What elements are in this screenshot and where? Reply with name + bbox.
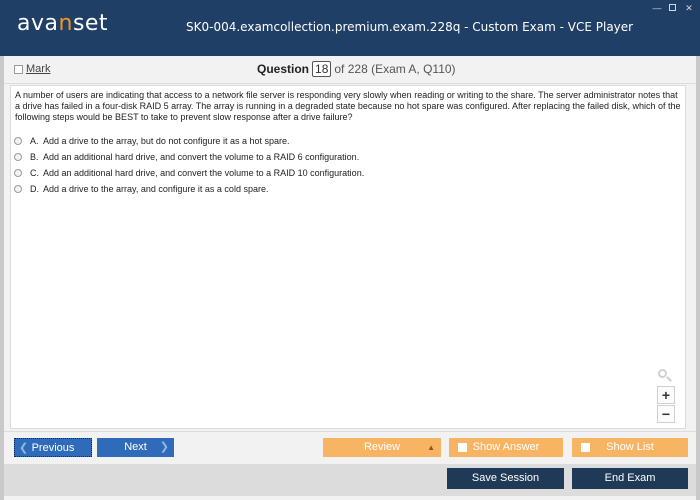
next-label: Next (124, 441, 147, 453)
radio-icon[interactable] (14, 185, 22, 193)
close-icon[interactable]: ✕ (685, 3, 693, 13)
answer-choice[interactable] (14, 168, 364, 178)
radio-icon[interactable] (14, 153, 22, 161)
mark-label[interactable]: Mark (26, 63, 51, 75)
zoom-in-button[interactable]: + (657, 386, 675, 404)
minimize-icon[interactable]: — (652, 3, 662, 13)
end-exam-button[interactable]: End Exam (572, 468, 688, 489)
choice-text[interactable]: Add an additional hard drive, and convert the volume to a RAID 6 configuration. (43, 152, 360, 162)
question-text: A number of users are indicating that access to a network file server is responding very slowly when reading or writing to the share. The server administrator notes that a drive has failed in a four-disk RAID 5 array. The array is running in a degraded state because no hot spare was configured. After replacing the failed disk, which of the following steps would be BEST to take to prevent slow response after a drive failure? (15, 90, 681, 122)
question-panel (10, 85, 686, 429)
previous-button[interactable] (14, 438, 92, 457)
question-number-input[interactable]: 18 (312, 61, 331, 77)
choice-text[interactable]: Add a drive to the array, but do not configure it as a hot spare. (43, 136, 290, 146)
previous-label: Previous (31, 442, 75, 454)
next-button[interactable] (97, 438, 174, 457)
checkbox-icon[interactable] (14, 65, 23, 74)
save-session-button[interactable]: Save Session (447, 468, 564, 489)
navigation-bar (4, 431, 696, 464)
radio-icon[interactable] (14, 137, 22, 145)
radio-icon[interactable] (14, 169, 22, 177)
choice-letter: D. (30, 184, 39, 194)
choice-text[interactable]: Add an additional hard drive, and convert the volume to a RAID 10 configuration. (43, 168, 365, 178)
question-total: of 228 (Exam A, Q110) (334, 62, 456, 76)
choice-text[interactable]: Add a drive to the array, and configure it as a cold spare. (43, 184, 269, 194)
show-list-button[interactable] (572, 438, 688, 457)
show-answer-button[interactable] (449, 438, 563, 457)
answer-choice[interactable] (14, 184, 268, 194)
question-header (4, 56, 696, 84)
mark-checkbox[interactable] (14, 63, 50, 75)
question-word: Question (257, 62, 310, 76)
choice-letter: C. (30, 168, 39, 178)
footer-bar (4, 464, 696, 496)
triangle-up-icon: ▲ (427, 443, 435, 452)
answer-choice[interactable] (14, 152, 359, 162)
review-label: Review (363, 441, 401, 453)
choice-letter: B. (30, 152, 39, 162)
window-title: SK0-004.examcollection.premium.exam.228q - Custom Exam - VCE Player (186, 20, 634, 34)
magnifier-icon (657, 368, 673, 384)
show-list-label: Show List (606, 441, 654, 453)
show-answer-label: Show Answer (472, 441, 540, 453)
chevron-right-icon: ❯ (159, 441, 169, 453)
choice-letter: A. (30, 136, 39, 146)
checkbox-icon[interactable] (458, 443, 467, 452)
chevron-left-icon: ❮ (19, 442, 29, 454)
maximize-icon[interactable] (667, 2, 679, 14)
answer-choice[interactable] (14, 136, 289, 146)
zoom-out-button[interactable]: − (657, 405, 675, 423)
review-button[interactable] (323, 438, 441, 457)
checkbox-icon[interactable] (581, 443, 590, 452)
avanset-logo: avanset (17, 11, 109, 36)
title-bar (0, 0, 700, 56)
question-counter (257, 61, 456, 77)
